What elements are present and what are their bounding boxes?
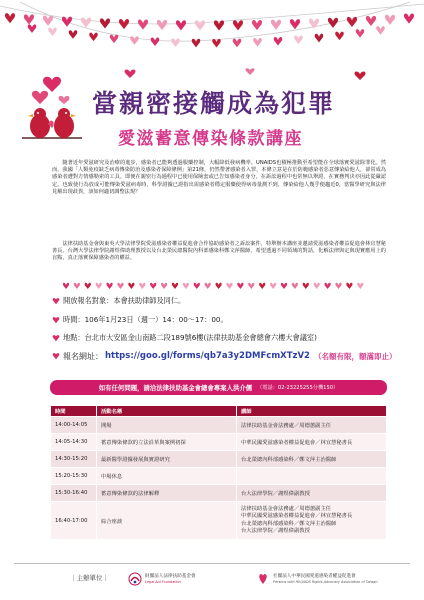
association-name: 社團法人中華民國愛滋感染者權益促進會 [273, 573, 356, 579]
heart-icon [128, 283, 134, 289]
table-header-row [51, 406, 387, 417]
row-time: 14:05-14:30 [51, 434, 97, 451]
speaker-line: 台大法律學院／謝煜偉副教授 [241, 527, 310, 534]
heart-icon [81, 18, 91, 28]
row-speaker [237, 468, 387, 485]
schedule-table [50, 405, 387, 540]
heart-icon [315, 34, 324, 43]
heart-icon [314, 283, 320, 289]
heart-icon [130, 36, 139, 45]
heart-icon [274, 37, 283, 46]
signup-note: （名額有限，額滿即止） [313, 351, 397, 361]
speaker-line: 中華民國愛滋感染者權益促進會／林宜慧秘書長 [241, 513, 353, 520]
heart-icon [176, 20, 186, 30]
purpose-paragraph: 法律扶助基金會與東吳大學法律學院愛滋感染者權益促進會合作協助感染者之訴訟案件，特舉辦本講座並邀請愛滋感染者權益促進會林宜慧秘書長、台灣大學法律學院謝煜偉助理教授以及台北榮民總醫院內科部感染科鄭文萍醫師，希望透過不同領域的對話，化解法律與定與現實應用上的盲點，真正落實保障感染者的權益。 [52, 241, 386, 262]
heart-icon [171, 38, 180, 47]
heart-icon [270, 283, 276, 289]
heart-icon [226, 283, 232, 289]
place-text: 地點：台北市大安區金山南路二段189號6樓(法律扶助基金會總會六樓大會議室) [63, 333, 317, 342]
heart-icon [253, 38, 262, 47]
heart-icon [96, 283, 102, 289]
place-line [52, 332, 392, 344]
heart-icon [110, 35, 119, 44]
footer-divider [14, 563, 410, 564]
heart-icon [28, 24, 37, 33]
row-speakers [237, 502, 387, 540]
heart-icon [52, 316, 60, 324]
speaker-line: 台北榮總內科部感染科／鄭文萍主治醫師 [241, 520, 337, 527]
love-birds-illustration [22, 76, 82, 156]
table-row [51, 485, 387, 502]
heart-icon [48, 27, 57, 36]
contact-banner [50, 380, 387, 395]
row-time: 16:40-17:00 [51, 502, 97, 540]
heart-icon [192, 39, 201, 48]
signup-link[interactable]: https://goo.gl/forms/qb7a3y2DMFcmXTzV2 [105, 351, 310, 361]
bunting-icon [0, 0, 424, 66]
foundation-name: 財團法人法律扶助基金會 [145, 573, 196, 579]
row-time: 15:20-15:30 [51, 468, 97, 485]
heart-icon [107, 283, 113, 289]
heart-icon [69, 30, 78, 39]
heart-icon [43, 16, 53, 26]
organizer-label: ｜主辦單位｜ [70, 574, 109, 582]
header-time: 時間 [51, 406, 97, 417]
heart-icon [52, 352, 60, 360]
heart-icon [151, 37, 160, 46]
heart-icon [85, 283, 91, 289]
heart-icon [385, 15, 395, 25]
heart-icon [248, 283, 254, 289]
heart-icon [237, 283, 243, 289]
heart-icon [74, 283, 80, 289]
contact-text: 如有任何問題，請洽法律扶助基金會總會專案人洪介儒 [98, 384, 253, 392]
contact-phone: （電話：02-23225255分機150） [257, 385, 339, 391]
heart-icon [290, 19, 300, 29]
header-speaker: 講師 [237, 406, 387, 417]
heart-bunting [0, 0, 424, 66]
row-activity: 綜合座談 [97, 502, 237, 540]
row-activity: 開場 [97, 417, 237, 434]
association-name-en: Persons with HIV/AIDS Rights Advocacy Association of Taiwan [273, 579, 378, 584]
heart-icon [259, 283, 265, 289]
heart-icon [216, 283, 222, 289]
heart-icon [161, 283, 167, 289]
heart-divider [60, 278, 365, 290]
row-time: 15:30-16:40 [51, 485, 97, 502]
header-activity: 活動名稱 [97, 406, 237, 417]
heart-icon [89, 33, 98, 42]
heart-icon [212, 39, 221, 48]
heart-icon [205, 283, 211, 289]
heart-icon [117, 283, 123, 289]
page-title: 當親密接觸成為犯罪 [92, 89, 336, 118]
organizer-association [256, 570, 377, 588]
organizer-label-text: 主辦單位 [76, 574, 103, 582]
heart-icon [356, 29, 365, 38]
table-row [51, 502, 387, 540]
heart-icon [376, 26, 385, 35]
table-row [51, 417, 387, 434]
heart-icon [183, 283, 189, 289]
heart-icon [24, 14, 34, 24]
heart-icon [195, 20, 205, 30]
organizer-foundation [128, 570, 196, 588]
time-line [52, 314, 392, 326]
row-speaker: 法律扶助基金會法務處／周德蕙副主任 [237, 417, 387, 434]
signup-line [52, 349, 397, 363]
heart-icon [214, 20, 224, 30]
row-activity: 最新醫學證據發展與實證研究 [97, 451, 237, 468]
table-row [51, 451, 387, 468]
speaker-line: 法律扶助基金會法務處／周德蕙副主任 [241, 505, 332, 512]
row-activity: 蓄意傳染條款的立法沿革與案例初探 [97, 434, 237, 451]
heart-icon [233, 39, 242, 48]
heart-icon [335, 32, 344, 41]
signup-label: 報名網址： [63, 351, 103, 361]
heart-icon [63, 283, 69, 289]
heart-icon [271, 20, 281, 30]
heart-icon [357, 283, 363, 289]
association-logo-icon [256, 572, 270, 586]
table-row [51, 434, 387, 451]
heart-icon [157, 20, 167, 30]
row-speaker: 中華民國愛滋感染者權益促進會／林宜慧秘書長 [237, 434, 387, 451]
heart-icon [346, 283, 352, 289]
heart-icon [303, 283, 309, 289]
heart-icon [138, 20, 148, 30]
audience-text: 開放報名對象：本會扶助律師及同仁。 [63, 296, 186, 305]
heart-icon [60, 281, 365, 293]
heart-icon [404, 13, 414, 23]
heart-icon [119, 19, 129, 29]
heart-icon [139, 283, 145, 289]
intro-paragraph: 隨著近年愛滋研究及治療的進步，感染者已能夠透過服藥控制，大幅降低發病機率。UNAIDS也積極推動至希望能在全球落實愛滋除罪化。然而，我國「人類免疫缺乏病毒傳染防治及感染者保障條例」第21條，仍然帶著感染者入罪，本條立意是在於防範感染者惡意傳染給他人，卻常成為感染者遭對方情感勒索的工具。即便在親密行為過程中已使用保險套或已告知感染者身分，在訴訟過程中也常無以舉證，在實務判決亦因此從嚴認定。也致使行為放成可能傳染愛滋病毒時，科學證據已證指出需感染者穩定服藥使得病毒量測不到，傳染給他人幾乎便趨近0。當醫學研究與法律見解出現歧異，該如何適切調整法規？ [52, 160, 386, 195]
heart-icon [294, 36, 303, 45]
bird-icon [22, 76, 82, 156]
row-activity: 蓄意傳染條款的法律解釋 [97, 485, 237, 502]
row-time: 14:00-14:05 [51, 417, 97, 434]
audience-line [52, 295, 392, 307]
foundation-logo-icon [128, 572, 142, 586]
heart-icon [292, 283, 298, 289]
heart-icon [328, 18, 338, 28]
heart-icon [194, 283, 200, 289]
table-row [51, 468, 387, 485]
heart-icon [281, 283, 287, 289]
heart-icon [5, 13, 15, 23]
time-text: 時間：106年1月23日（週一）14：00～17：00。 [63, 315, 228, 324]
heart-icon [90, 64, 390, 84]
page-subtitle: 愛滋蓄意傳染條款講座 [118, 129, 303, 149]
heart-icon [366, 16, 376, 26]
row-activity: 中場休息 [97, 468, 237, 485]
foundation-name-en: Legal Aid Foundation [145, 579, 181, 584]
heart-icon [52, 297, 60, 305]
row-speaker: 台北榮總內科部感染科／鄭文萍主治醫師 [237, 451, 387, 468]
heart-icon [325, 283, 331, 289]
row-time: 14:30-15:20 [51, 451, 97, 468]
heart-icon [252, 20, 262, 30]
heart-icon [52, 334, 60, 342]
row-speaker: 台大法律學院／謝煜偉副教授 [237, 485, 387, 502]
heart-icon [100, 18, 110, 28]
floating-hearts [90, 64, 390, 84]
heart-icon [150, 283, 156, 289]
heart-icon [233, 20, 243, 30]
organizer-footer [0, 563, 424, 593]
heart-icon [335, 283, 341, 289]
heart-icon [172, 283, 178, 289]
